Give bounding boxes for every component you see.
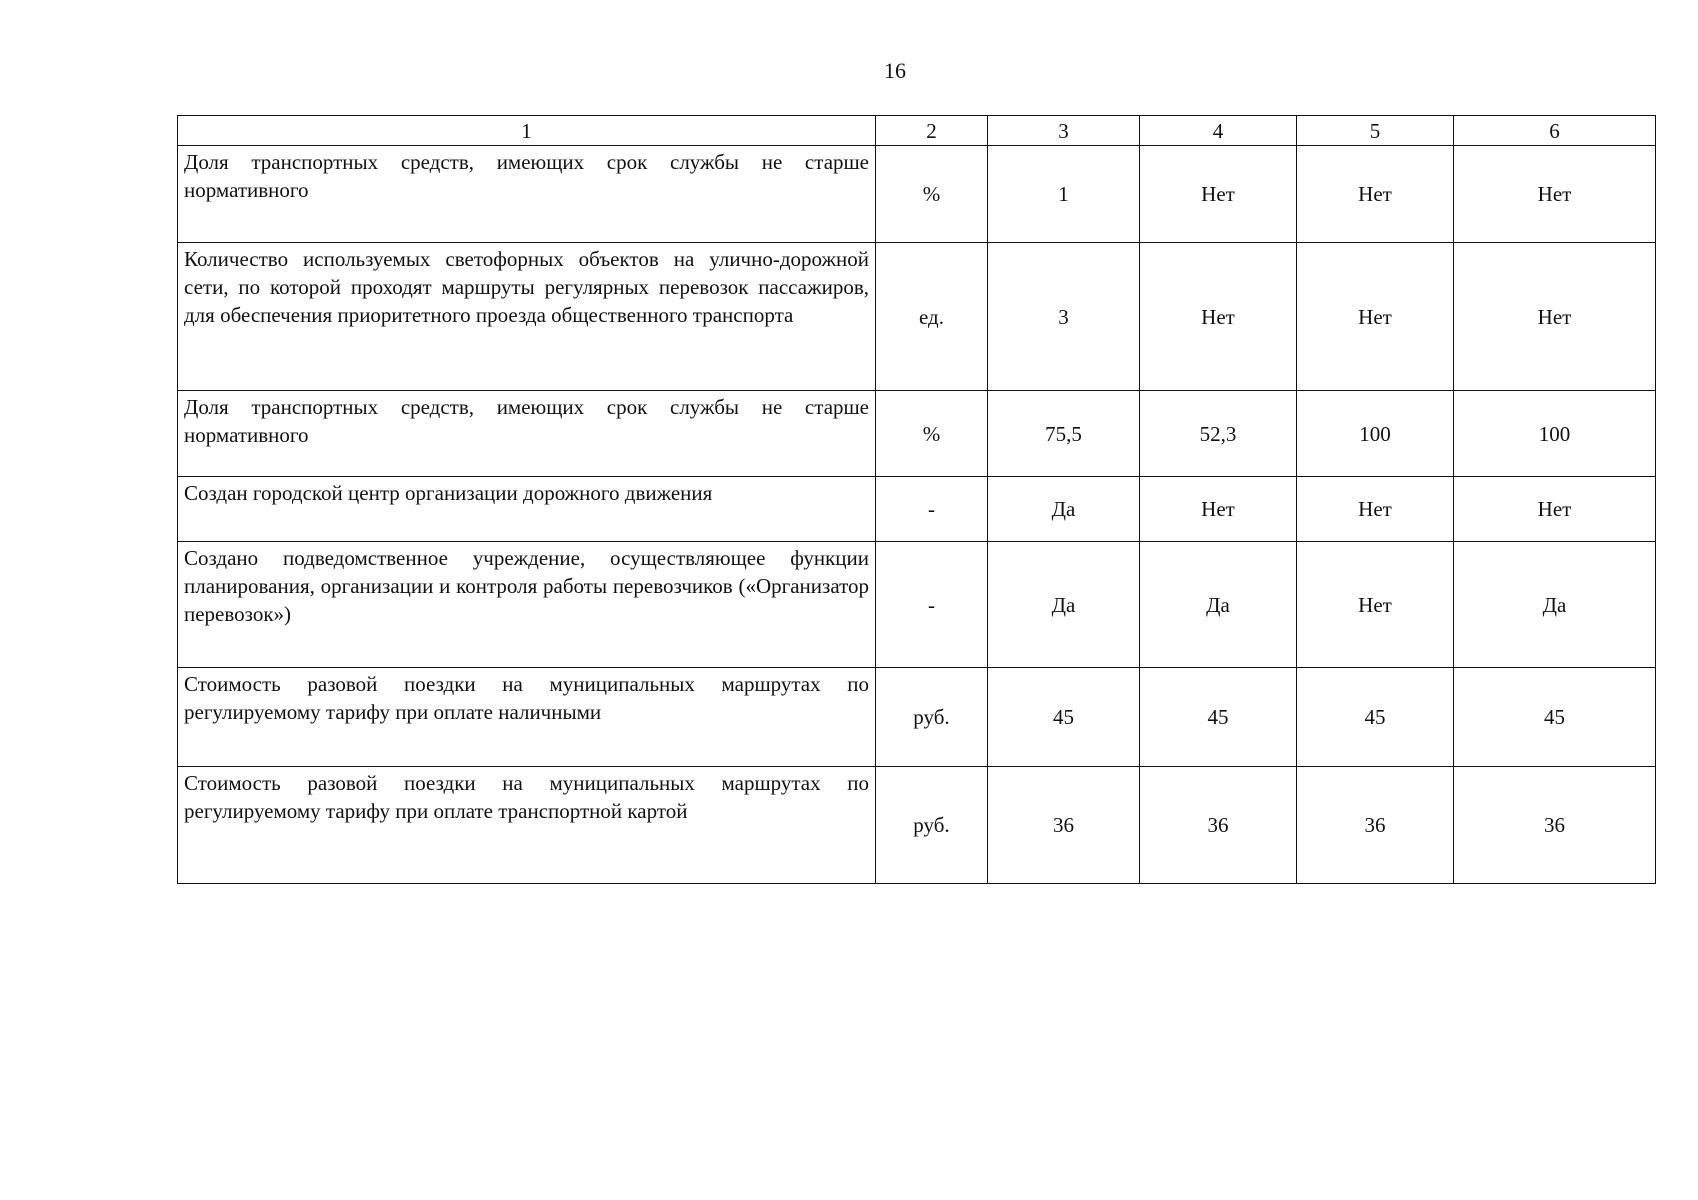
indicator-name: Создано подведомственное учреждение, осуществляющее функции планирования, организации и контроля работы перевозчиков («Организатор перевозок») — [178, 542, 876, 668]
indicator-name: Стоимость разовой поездки на муниципальных маршрутах по регулируемому тарифу при оплате транспортной картой — [178, 767, 876, 884]
indicator-name: Доля транспортных средств, имеющих срок службы не старше нормативного — [178, 146, 876, 243]
value-cell: Нет — [1297, 542, 1454, 668]
column-header: 6 — [1454, 116, 1656, 146]
unit-cell: руб. — [876, 668, 988, 767]
value-cell: Нет — [1454, 146, 1656, 243]
indicator-name: Создан городской центр организации дорожного движения — [178, 477, 876, 542]
value-cell: 75,5 — [988, 391, 1140, 477]
table-row — [178, 477, 1656, 542]
table-header-row — [178, 116, 1656, 146]
table-row — [178, 391, 1656, 477]
indicator-name: Доля транспортных средств, имеющих срок службы не старше нормативного — [178, 391, 876, 477]
value-cell: Нет — [1140, 477, 1297, 542]
table-row — [178, 146, 1656, 243]
value-cell: 45 — [988, 668, 1140, 767]
value-cell: Нет — [1297, 243, 1454, 391]
value-cell: 36 — [1454, 767, 1656, 884]
indicator-name: Стоимость разовой поездки на муниципальных маршрутах по регулируемому тарифу при оплате наличными — [178, 668, 876, 767]
indicators-table — [177, 115, 1656, 884]
unit-cell: - — [876, 542, 988, 668]
column-header: 1 — [178, 116, 876, 146]
value-cell: Нет — [1140, 243, 1297, 391]
value-cell: 45 — [1297, 668, 1454, 767]
column-header: 5 — [1297, 116, 1454, 146]
value-cell: 100 — [1297, 391, 1454, 477]
column-header: 3 — [988, 116, 1140, 146]
value-cell: 36 — [1297, 767, 1454, 884]
value-cell: Да — [988, 542, 1140, 668]
indicator-name: Количество используемых светофорных объектов на улично-дорожной сети, по которой проходят маршруты регулярных перевозок пассажиров, для обеспечения приоритетного проезда общественного транспорта — [178, 243, 876, 391]
value-cell: Нет — [1140, 146, 1297, 243]
unit-cell: % — [876, 391, 988, 477]
column-header: 4 — [1140, 116, 1297, 146]
page-number: 16 — [884, 58, 906, 83]
unit-cell: ед. — [876, 243, 988, 391]
value-cell: 36 — [988, 767, 1140, 884]
value-cell: 45 — [1140, 668, 1297, 767]
unit-cell: руб. — [876, 767, 988, 884]
value-cell: 45 — [1454, 668, 1656, 767]
value-cell: Да — [1140, 542, 1297, 668]
value-cell: Нет — [1454, 243, 1656, 391]
value-cell: 1 — [988, 146, 1140, 243]
unit-cell: % — [876, 146, 988, 243]
value-cell: 36 — [1140, 767, 1297, 884]
value-cell: Нет — [1297, 146, 1454, 243]
value-cell: 52,3 — [1140, 391, 1297, 477]
value-cell: Нет — [1454, 477, 1656, 542]
value-cell: 100 — [1454, 391, 1656, 477]
table-row — [178, 542, 1656, 668]
value-cell: Да — [988, 477, 1140, 542]
column-header: 2 — [876, 116, 988, 146]
table-row — [178, 668, 1656, 767]
table-row — [178, 767, 1656, 884]
value-cell: Нет — [1297, 477, 1454, 542]
unit-cell: - — [876, 477, 988, 542]
value-cell: Да — [1454, 542, 1656, 668]
value-cell: 3 — [988, 243, 1140, 391]
table-row — [178, 243, 1656, 391]
